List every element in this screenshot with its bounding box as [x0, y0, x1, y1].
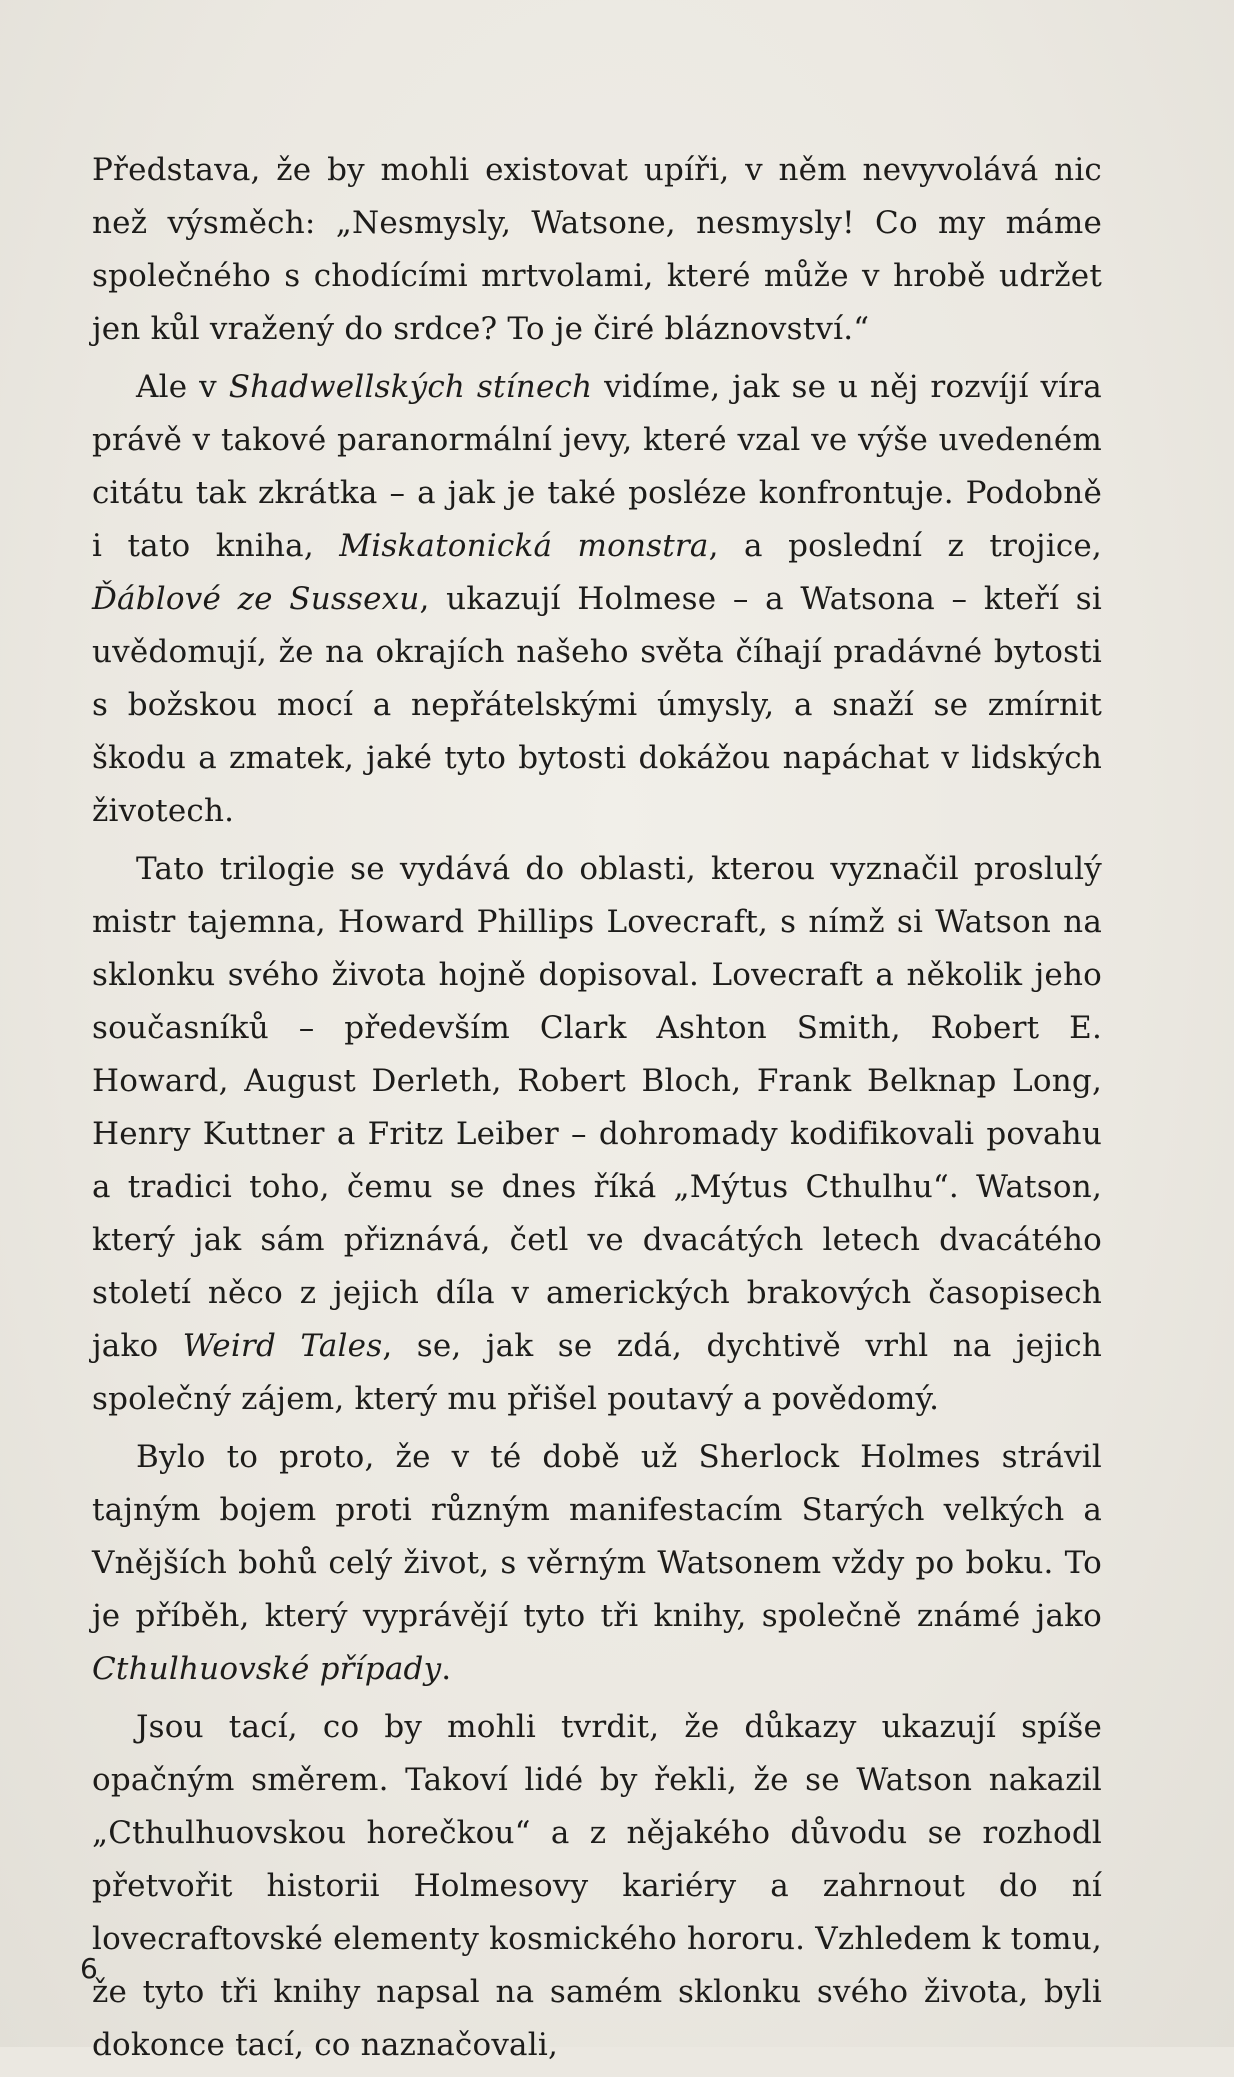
paragraph-3-text: Tato trilogie se vydává do oblasti, kterou vyznačil proslulý mistr tajemna, Howard Phillips Lovecraft, s nímž si Watson na sklonku svého života hojně dopisoval. Lovecraft a několik jeho současníků – především Clark Ashton Smith, Robert E. Howard, August Derleth, Robert Bloch, Frank Belknap Long, Henry Kuttner a Fritz Leiber – dohromady kodifikovali povahu a tradici toho, čemu se dnes říká „Mýtus Cthulhu“. Watson, který jak sám přiznává, četl ve dvacátých letech dvacátého století něco z jejich díla v amerických brakových časopisech jako: [92, 851, 1102, 1364]
paragraph-1-text: Představa, že by mohli existovat upíři, v něm nevyvolává nic než výsměch: „Nesmysly, Watsone, nesmysly! Co my máme společného s chodícími mrtvolami, které může v hrobě udržet jen kůl vražený do srdce? To je čiré bláznovství.“: [92, 152, 1102, 347]
body-text: [92, 144, 1102, 2077]
book-title-sussex-devils: Ďáblové ze Sussexu: [92, 581, 420, 617]
paragraph-3-text: , se, jak se zdá, dychtivě vrhl na jejich společný zájem, který mu přišel poutavý a povědomý.: [92, 1328, 1103, 1417]
paragraph-5: [92, 1701, 1102, 2072]
paragraph-2-text: Ale v: [136, 369, 229, 405]
paragraph-4-text: .: [441, 1651, 452, 1687]
paragraph-4: [92, 1431, 1102, 1696]
paragraph-2: [92, 361, 1102, 838]
paragraph-3: [92, 843, 1102, 1426]
page-number: 6: [80, 1952, 98, 1985]
book-title-miskatonic-monsters: Miskatonická monstra: [339, 528, 709, 564]
paragraph-1: [92, 144, 1102, 356]
paragraph-4-text: Bylo to proto, že v té době už Sherlock Holmes strávil tajným bojem proti různým manifestacím Starých velkých a Vnějších bohů celý život, s věrným Watsonem vždy po boku. To je příběh, který vyprávějí tyto tři knihy, společně známé jako: [92, 1439, 1102, 1634]
paragraph-5-text: Jsou tací, co by mohli tvrdit, že důkazy ukazují spíše opačným směrem. Takoví lidé by řekli, že se Watson nakazil „Cthulhuovskou horečkou“ a z nějakého důvodu se rozhodl přetvořit historii Holmesovy kariéry a zahrnout do ní lovecraftovské elementy kosmického hororu. Vzhledem k tomu, že tyto tři knihy napsal na samém sklonku svého života, byli dokonce tací, co naznačovali,: [92, 1709, 1102, 2063]
magazine-title-weird-tales: Weird Tales: [182, 1328, 383, 1364]
paragraph-2-text: vidíme, jak se u něj rozvíjí víra právě v takové paranormální jevy, které vzal ve výše uvedeném citátu tak zkrátka – a jak je také posléze konfrontuje. Podobně i tato kniha,: [92, 369, 1102, 564]
book-title-shadwell-shadows: Shadwellských stínech: [228, 369, 593, 405]
series-title-cthulhu-casebooks: Cthulhuovské případy: [92, 1651, 442, 1687]
paragraph-2-text: , a poslední z trojice,: [708, 528, 1102, 564]
paragraph-2-text: , ukazují Holmese – a Watsona – kteří si uvědomují, že na okrajích našeho světa číhají pradávné bytosti s božskou mocí a nepřátelskými úmysly, a snaží se zmírnit škodu a zmatek, jaké tyto bytosti dokážou napáchat v lidských životech.: [92, 581, 1102, 829]
